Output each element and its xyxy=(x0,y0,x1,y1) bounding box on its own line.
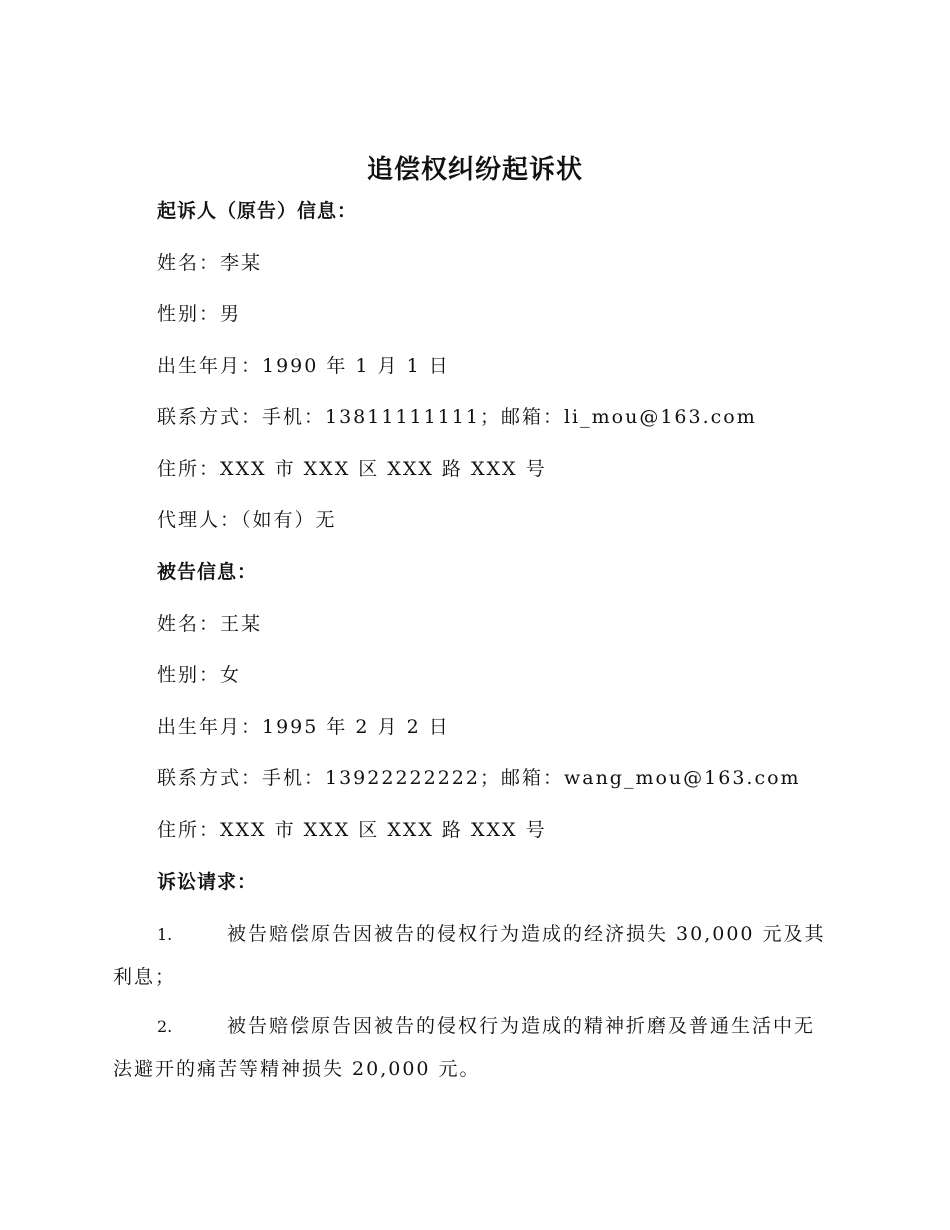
defendant-address: 住所：XXX 市 XXX 区 XXX 路 XXX 号 xyxy=(157,819,547,841)
plaintiff-contact: 联系方式：手机：13811111111；邮箱：li_mou@163.com xyxy=(157,406,757,428)
plaintiff-agent: 代理人：（如有）无 xyxy=(157,509,337,531)
claim-text: 被告赔偿原告因被告的侵权行为造成的精神折磨及普通生活中无法避开的痛苦等精神损失 20,000 元。 xyxy=(113,1015,816,1080)
defendant-gender: 性别：女 xyxy=(157,664,242,686)
plaintiff-address: 住所：XXX 市 XXX 区 XXX 路 XXX 号 xyxy=(157,458,547,480)
claim-item xyxy=(113,1005,833,1090)
defendant-name: 姓名：王某 xyxy=(157,613,263,635)
claim-item xyxy=(113,913,833,998)
plaintiff-heading: 起诉人（原告）信息： xyxy=(157,200,358,222)
defendant-contact: 联系方式：手机：13922222222；邮箱：wang_mou@163.com xyxy=(157,767,801,789)
plaintiff-name: 姓名：李某 xyxy=(157,252,263,274)
claim-text: 被告赔偿原告因被告的侵权行为造成的经济损失 30,000 元及其利息； xyxy=(113,923,826,988)
plaintiff-gender: 性别：男 xyxy=(157,303,242,325)
document-title: 追偿权纠纷起诉状 xyxy=(366,155,583,185)
claims-heading: 诉讼请求： xyxy=(157,871,258,893)
claim-number: 2. xyxy=(157,1017,173,1036)
defendant-birth: 出生年月：1995 年 2 月 2 日 xyxy=(157,716,450,738)
defendant-heading: 被告信息： xyxy=(157,561,258,583)
plaintiff-birth: 出生年月：1990 年 1 月 1 日 xyxy=(157,355,450,377)
claim-number: 1. xyxy=(157,925,173,944)
